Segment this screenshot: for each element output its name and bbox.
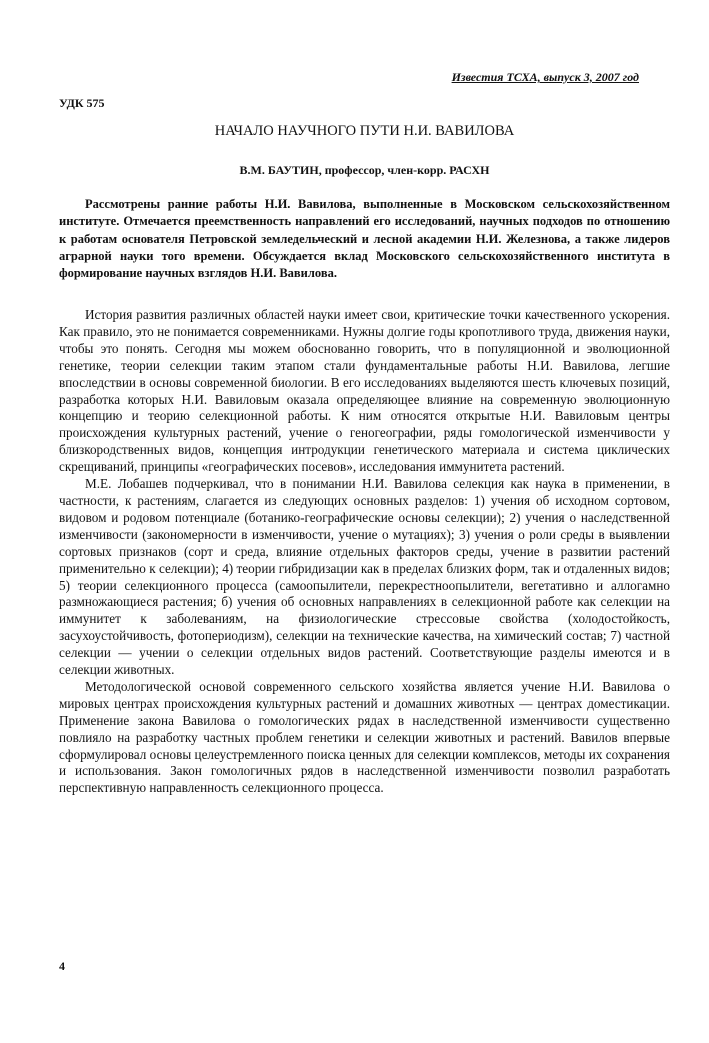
journal-header: Известия ТСХА, выпуск 3, 2007 год (451, 70, 639, 84)
udk-code: УДК 575 (59, 96, 105, 110)
article-body (59, 307, 670, 797)
article-title: НАЧАЛО НАУЧНОГО ПУТИ Н.И. ВАВИЛОВА (214, 123, 515, 139)
body-paragraph: Методологической основой современного сельского хозяйства является учение Н.И. Вавилова о мировых центрах происхождения культурных растений и домашних животных — центрах доместикации. Применение закона Вавилова о гомологических рядах в наследственной изменчивости существенно повлияло на разработку частных проблем генетики и селекции животных и растений. Вавилов впервые сформулировал основы целеустремленного поиска ценных для селекции комплексов, методы их сохранения и использования. Закон гомологичных рядов в наследственной изменчивости позволил разработать перспективную направленность селекционного процесса. (59, 678, 670, 796)
body-paragraph: История развития различных областей науки имеет свои, критические точки качественного ускорения. Как правило, это не понимается современниками. Нужны долгие годы кропотливого труда, движения науки, чтобы это понять. Сегодня мы можем обоснованно говорить, что в популяционной и эволюционной генетике, теории селекции таким этапом стали фундаментальные работы Н.И. Вавилова, легшие впоследствии в основы современной биологии. В его исследованиях выделяются шесть ключевых позиций, разработка которых Н.И. Вавиловым оказала определяющее влияние на современную эволюционную концепцию и теорию селекционной работы. К ним относятся открытые Н.И. Вавиловым центры происхождения культурных растений, учение о геногеографии, ряды гомологической изменчивости у близкородственных видов, концепция интродукции генетического материала и система циклических скрещиваний, принципы «географических посевов», исследования иммунитета растений. (59, 307, 670, 475)
page-number: 4 (59, 959, 65, 973)
article-authors: В.М. БАУТИН, профессор, член-корр. РАСХН (239, 163, 490, 177)
article-abstract: Рассмотрены ранние работы Н.И. Вавилова, выполненные в Московском сельскохозяйственном институте. Отмечается преемственность направлений его исследований, научных подходов по отношению к работам основателя Петровской земледельческий и лесной академии Н.И. Железнова, а также лидеров аграрной науки того времени. Обсуждается вклад Московского сельскохозяйственного института в формирование научных взглядов Н.И. Вавилова. (59, 197, 670, 281)
body-paragraph: М.Е. Лобашев подчеркивал, что в понимании Н.И. Вавилова селекция как наука в применении, в частности, к растениям, слагается из следующих основных разделов: 1) учения об исходном сортовом, видовом и родовом потенциале (ботанико-географические основы селекции); 2) учения о наследственной изменчивости (закономерности в изменчивости, учение о мутациях); 3) учения о роли среды в выявлении сортовых признаков (сорт и среда, влияние отдельных факторов среды, учение в развитии растений применительно к селекции); 4) теории гибридизации как в пределах близких форм, так и отдаленных видов; 5) теории селекционного процесса (самоопылители, перекрестноопылители, вегетативно и аллогамно размножающиеся растения; б) учения об основных направлениях в селекционной работе как селекции на иммунитет к заболеваниям, на физиологические стрессовые свойства (холодостойкость, засухоустойчивость, фотопериодизм), селекции на технические качества, на химический состав; 7) частной селекции — учении о селекции отдельных видов растений. Соответствующие разделы имеются и в селекции животных. (59, 476, 670, 678)
